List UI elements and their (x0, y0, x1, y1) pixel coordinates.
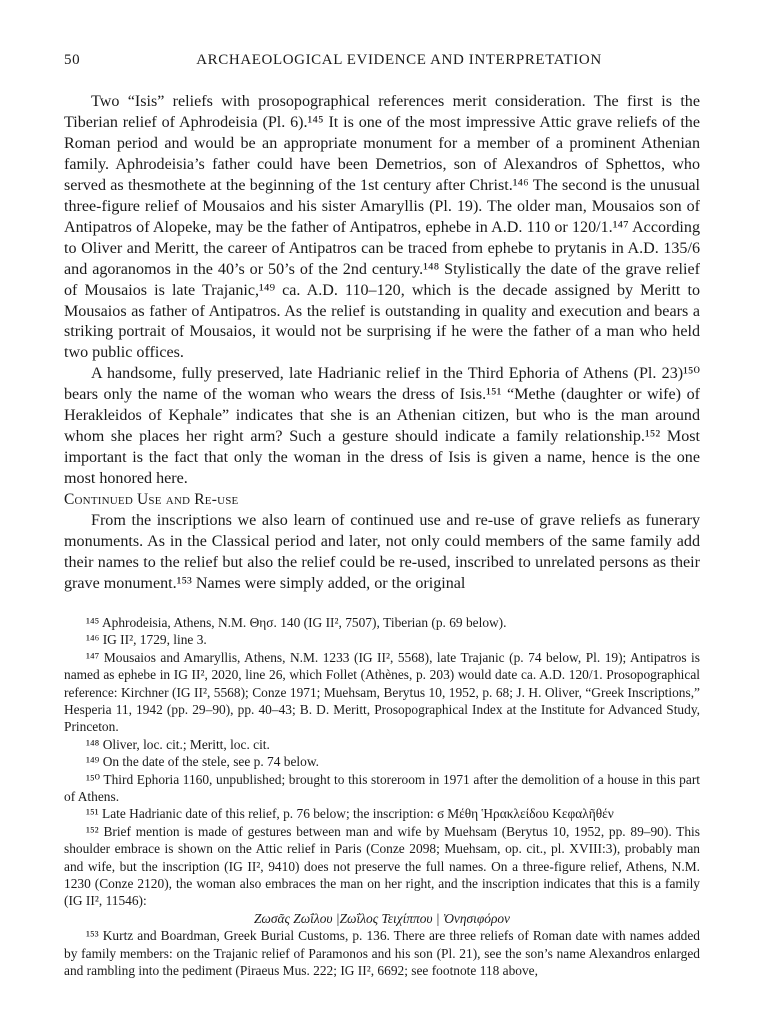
footnote-145: ¹⁴⁵ Aphrodeisia, Athens, N.M. Θησ. 140 (IG II², 7507), Tiberian (p. 69 below). (86, 614, 507, 630)
footnote-150: ¹⁵⁰ Third Ephoria 1160, unpublished; brought to this storeroom in 1971 after the demolition of a house in this part of Athens. (64, 771, 700, 804)
footnote-147: ¹⁴⁷ Mousaios and Amaryllis, Athens, N.M. 1233 (IG II², 5568), late Trajanic (p. 74 below, Pl. 19); Antipatros is named as ephebe in IG II², 2020, line 26, which Follet (Athènes, p. 203) would date ca. A.D. 120/1. Prosopographical reference: Kirchner (IG II², 5568); Conze 1971; Muehsam, Berytus 10, 1952, p. 68; J. H. Oliver, “Greek Inscriptions,” Hesperia 11, 1942 (pp. 29–90), pp. 40–43; B. D. Meritt, Prosopographical Index at the Institute for Advanced Study, Princeton. (64, 649, 700, 735)
document-page (64, 52, 700, 979)
running-title: ARCHAEOLOGICAL EVIDENCE AND INTERPRETATION (196, 52, 602, 68)
page-number: 50 (64, 52, 81, 68)
main-text (64, 92, 700, 595)
section-heading: Continued Use and Re-use (64, 491, 239, 509)
page-header (64, 52, 700, 74)
footnote-153: ¹⁵³ Kurtz and Boardman, Greek Burial Customs, p. 136. There are three reliefs of Roman date with names added by family members: on the Trajanic relief of Paramonos and his son (Pl. 21), see the son’s name Alexandros enlarged and rambling into the pediment (Piraeus Mus. 222; IG II², 6692; see footnote 118 above, (64, 928, 700, 978)
footnote-148: ¹⁴⁸ Oliver, loc. cit.; Meritt, loc. cit. (86, 736, 270, 752)
footnote-146: ¹⁴⁶ IG II², 1729, line 3. (86, 632, 207, 648)
paragraph-continued-use: From the inscriptions we also learn of continued use and re-use of grave reliefs as funerary monuments. As in the Classical period and later, not only could members of the same family add their names to the relief but also the relief could be re-used, inscribed to unrelated persons as their grave monument.¹⁵³ Names were simply added, or the original (64, 512, 700, 592)
footnotes (64, 614, 700, 980)
greek-inscription: Ζωσᾶς Ζωΐλου |Ζωΐλος Τειχίππου | Ὀνησιφόρον (253, 910, 511, 926)
footnote-149: ¹⁴⁹ On the date of the stele, see p. 74 below. (86, 754, 319, 770)
paragraph-isis-reliefs: Two “Isis” reliefs with prosopographical references merit consideration. The first is the Tiberian relief of Aphrodeisia (Pl. 6).¹⁴⁵ It is one of the most impressive Attic grave reliefs of the Roman period and would be an appropriate monument for a member of a prominent Athenian family. Aphrodeisia’s father could have been Demetrios, son of Alexandros of Sphettos, who served as thesmothete at the beginning of the 1st century after Christ.¹⁴⁶ The second is the unusual three-figure relief of Mousaios and his sister Amaryllis (Pl. 19). The older man, Mousaios son of Antipatros of Alopeke, may be the father of Antipatros, ephebe in A.D. 110 or 120/1.¹⁴⁷ According to Oliver and Meritt, the career of Antipatros can be traced from ephebe to prytanis in A.D. 135/6 and agoranomos in the 40’s or 50’s of the 2nd century.¹⁴⁸ Stylistically the date of the grave relief of Mousaios is late Trajanic,¹⁴⁹ ca. A.D. 110–120, which is the decade assigned by Meritt to Mousaios as father of Antipatros. As the relief is outstanding in quality and execution and bears a striking portrait of Mousaios, it would not be surprising if he were the father of a man who held two public offices. (64, 93, 700, 362)
paragraph-hadrianic-relief: A handsome, fully preserved, late Hadrianic relief in the Third Ephoria of Athens (Pl. 23)¹⁵⁰ bears only the name of the woman who wears the dress of Isis.¹⁵¹ “Methe (daughter or wife) of Herakleidos of Kephale” indicates that she is an Athenian citizen, but who is the man around whom she places her right arm? Such a gesture should indicate a family relationship.¹⁵² Most important is the fact that only the woman in the dress of Isis is given a name, hence is the one most honored here. (64, 365, 700, 488)
footnote-151: ¹⁵¹ Late Hadrianic date of this relief, p. 76 below; the inscription: ϭ Μέθη Ἡρακλείδου Κεφαλῆθέν (86, 806, 614, 822)
footnote-152: ¹⁵² Brief mention is made of gestures between man and wife by Muehsam (Berytus 10, 1952, pp. 89–90). This shoulder embrace is shown on the Attic relief in Paris (Conze 2098; Muehsam, op. cit., pl. XVIII:3), probably man and wife, but the inscription (IG II², 9410) does not preserve the full names. On a three-figure relief, Athens, N.M. 1230 (Conze 2120), the woman also embraces the man on her right, and the inscription indicates that this is a family (IG II², 11546): (64, 823, 700, 909)
